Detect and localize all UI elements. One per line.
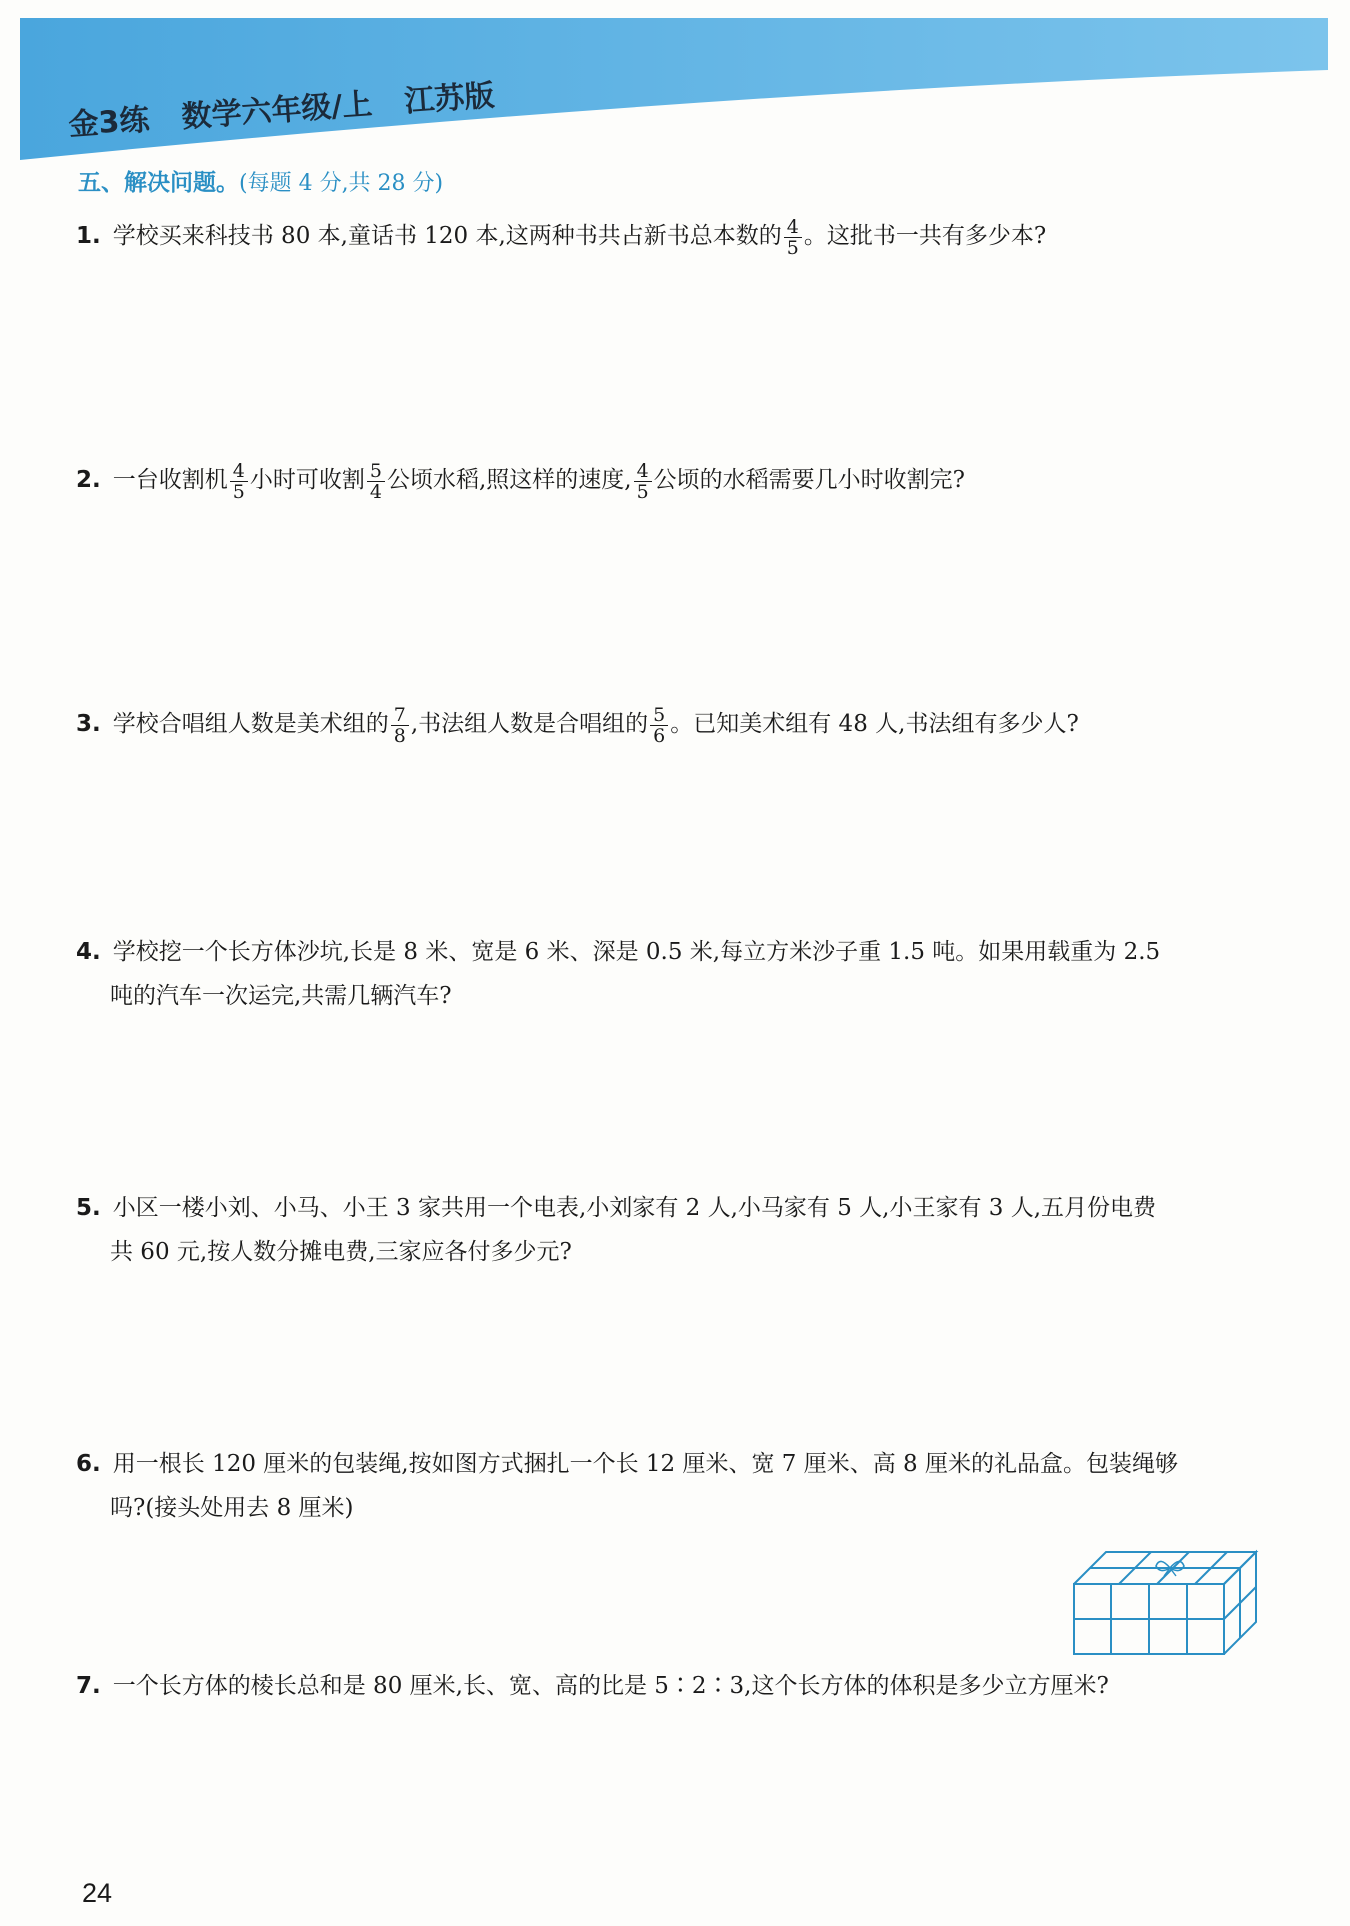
denominator: 8: [393, 724, 406, 747]
question-7: [76, 1664, 1276, 1708]
fraction: [650, 705, 668, 746]
question-number: 7.: [76, 1673, 101, 1699]
fraction: [391, 705, 409, 746]
edition: 江苏版: [403, 78, 496, 120]
question-2: [76, 458, 1276, 502]
question-text: 学校合唱组人数是美术组的: [112, 711, 389, 737]
question-number: 5.: [76, 1195, 101, 1221]
denominator: 5: [636, 480, 649, 503]
question-number: 3.: [76, 711, 101, 737]
question-text: 学校挖一个长方体沙坑,长是 8 米、宽是 6 米、深是 0.5 米,每立方米沙子重 1.5 吨。如果用载重为 2.5: [112, 939, 1161, 965]
question-text: 。已知美术组有 48 人,书法组有多少人?: [670, 711, 1079, 737]
fraction: [230, 461, 248, 502]
question-text: 。这批书一共有多少本?: [803, 223, 1047, 249]
header-band: [0, 0, 1350, 170]
fraction: [367, 461, 385, 502]
numerator: 4: [784, 217, 802, 238]
denominator: 6: [653, 724, 666, 747]
question-text: 小区一楼小刘、小马、小王 3 家共用一个电表,小刘家有 2 人,小马家有 5 人,小王家有 3 人,五月份电费: [112, 1195, 1157, 1221]
question-text: 公顷的水稻需要几小时收割完?: [653, 467, 965, 493]
question-text: 一个长方体的棱长总和是 80 厘米,长、宽、高的比是 5∶2∶3,这个长方体的体积是多少立方厘米?: [112, 1673, 1109, 1699]
question-text: 小时可收割: [249, 467, 365, 493]
question-text-cont: 共 60 元,按人数分摊电费,三家应各付多少元?: [110, 1239, 572, 1265]
question-text: ,书法组人数是合唱组的: [410, 711, 649, 737]
question-text-cont: 吨的汽车一次运完,共需几辆汽车?: [110, 983, 452, 1009]
section-title-text: 五、解决问题。: [78, 170, 239, 196]
fraction: [784, 217, 802, 258]
numerator: 4: [230, 461, 248, 482]
denominator: 5: [232, 480, 245, 503]
question-text-cont: 吗?(接头处用去 8 厘米): [110, 1495, 354, 1521]
question-5: [76, 1186, 1276, 1274]
question-text: 用一根长 120 厘米的包装绳,按如图方式捆扎一个长 12 厘米、宽 7 厘米、高 8 厘米的礼品盒。包装绳够: [112, 1451, 1178, 1477]
question-number: 6.: [76, 1451, 101, 1477]
brand-name: 金3练: [67, 102, 151, 144]
question-number: 2.: [76, 467, 101, 493]
question-4: [76, 930, 1276, 1018]
subject-grade: 数学六年级/上: [180, 86, 374, 136]
question-3: [76, 702, 1276, 746]
denominator: 5: [786, 236, 799, 259]
gift-box-ribbon-icon: [1070, 1548, 1260, 1658]
numerator: 4: [634, 461, 652, 482]
question-1: [76, 214, 1276, 258]
question-text: 公顷水稻,照这样的速度,: [386, 467, 632, 493]
section-score-note: (每题 4 分,共 28 分): [239, 171, 444, 196]
page-number: 24: [82, 1878, 113, 1908]
fraction: [634, 461, 652, 502]
numerator: 5: [650, 705, 668, 726]
numerator: 7: [391, 705, 409, 726]
question-number: 1.: [76, 223, 101, 249]
question-6: [76, 1442, 1276, 1530]
question-text: 学校买来科技书 80 本,童话书 120 本,这两种书共占新书总本数的: [112, 223, 782, 249]
question-number: 4.: [76, 939, 101, 965]
question-text: 一台收割机: [112, 467, 228, 493]
numerator: 5: [367, 461, 385, 482]
section-title: [78, 164, 443, 197]
denominator: 4: [369, 480, 382, 503]
